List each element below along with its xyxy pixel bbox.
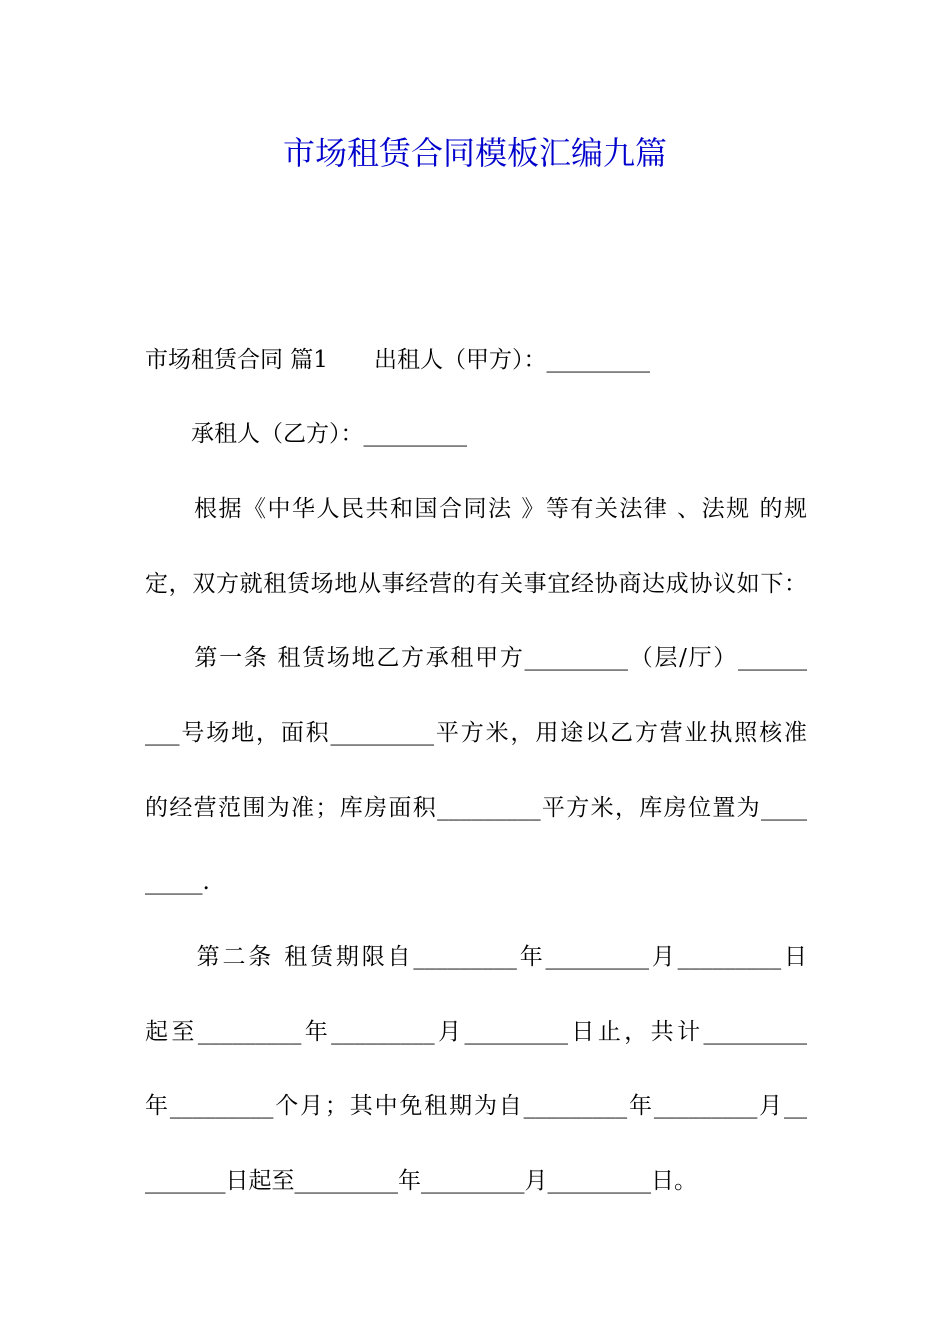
- contract-line-7: 的经营范围为准；库房面积_________平方米，库房位置为____: [145, 795, 807, 821]
- contract-line-11: 年_________个月；其中免租期为自_________年_________月__: [145, 1093, 807, 1119]
- contract-line-4: 定，双方就租赁场地从事经营的有关事宜经协商达成协议如下：: [145, 571, 807, 597]
- document-title: 市场租赁合同模板汇编九篇: [282, 134, 667, 172]
- contract-line-3: 根据《中华人民共和国合同法 》等有关法律 、法规 的规: [145, 496, 807, 522]
- contract-line-5: 第一条 租赁场地乙方承租甲方_________（层/厅）______: [145, 645, 807, 671]
- contract-line-8: _____.: [145, 869, 210, 895]
- contract-line-6: ___号场地，面积_________平方米，用途以乙方营业执照核准: [145, 720, 807, 746]
- contract-line-2: 承租人（乙方）：_________: [145, 421, 467, 447]
- contract-line-12: _______日起至_________年_________月_________日。: [145, 1168, 697, 1194]
- contract-line-1: 市场租赁合同 篇1 出租人（甲方）：_________: [145, 347, 650, 373]
- contract-line-10: 起至_________年_________月_________日止，共计_________: [145, 1019, 807, 1045]
- contract-line-9: 第二条 租赁期限自_________年_________月_________日: [145, 944, 807, 970]
